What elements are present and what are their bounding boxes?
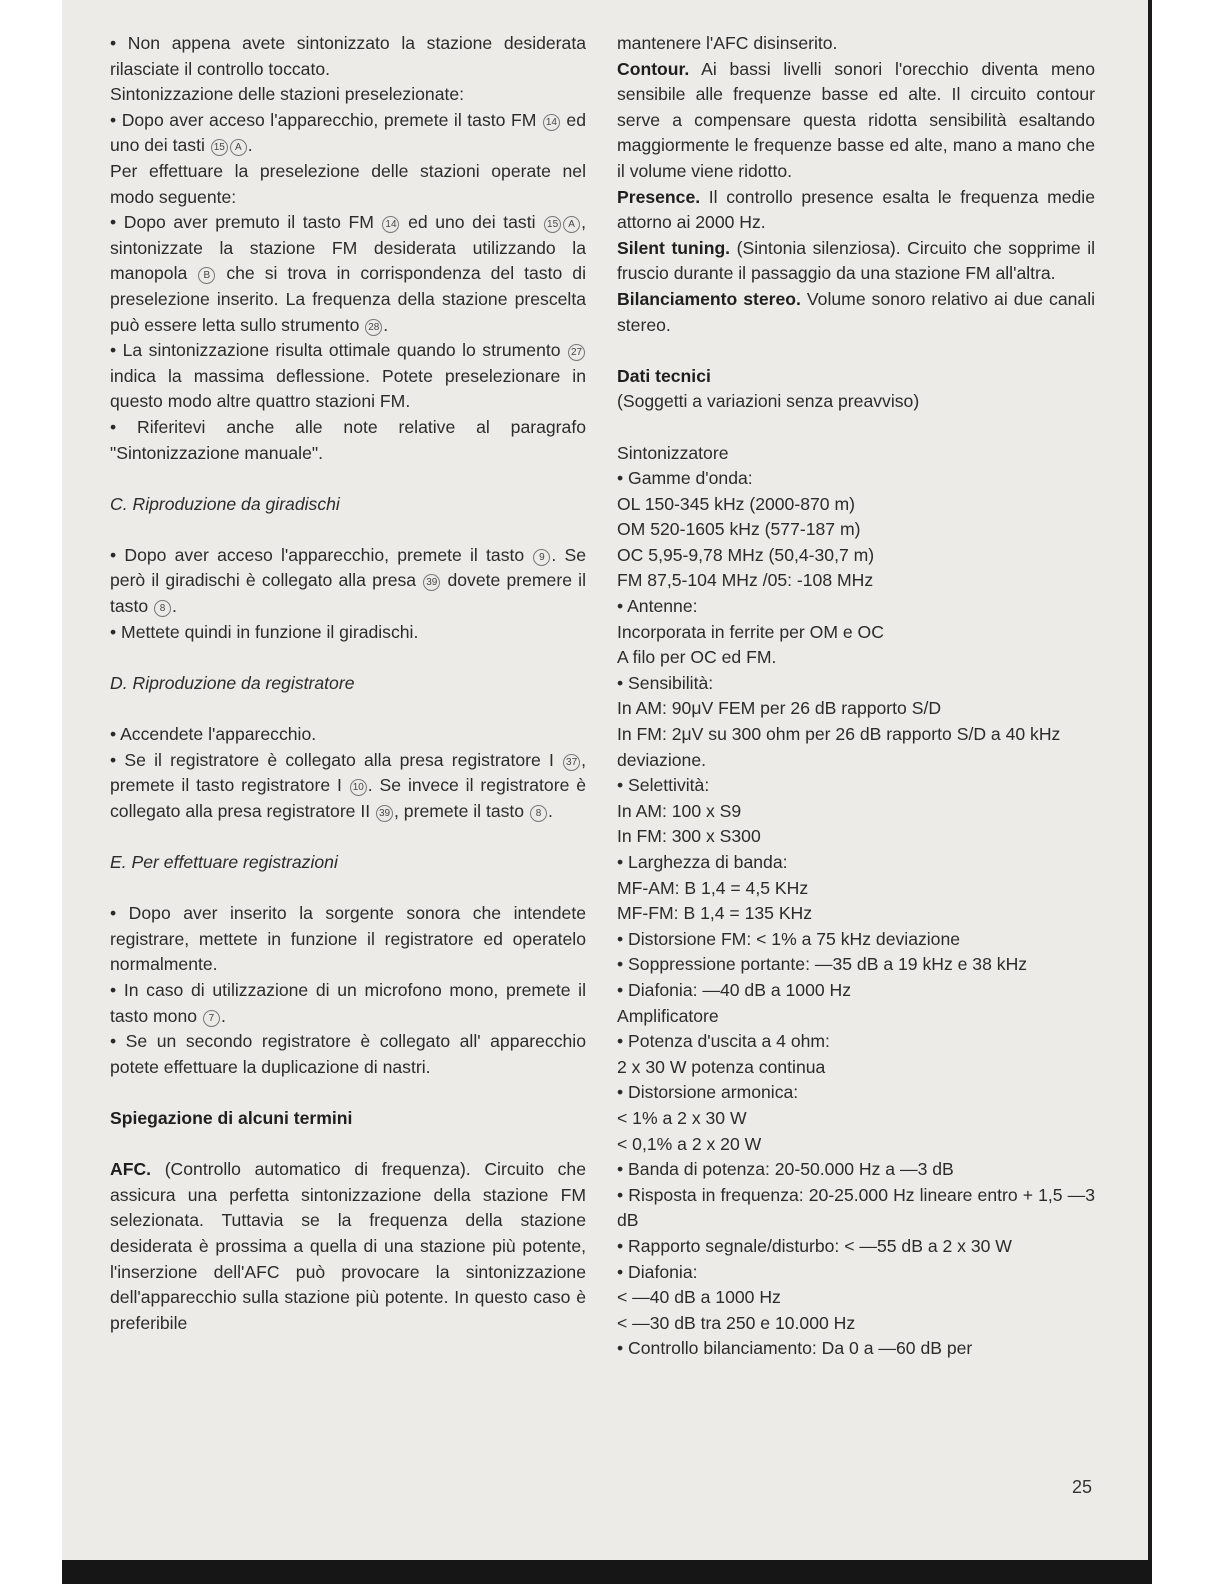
circled-number: 10 [350,779,367,796]
term-label: Contour. [617,58,690,79]
spec-item: • Diafonia: [617,1261,698,1282]
spec-item: • Distorsione FM: < 1% a 75 kHz deviazione [617,928,961,949]
term-definition-balance: Bilanciamento stereo. Volume sonoro relativo ai due canali stereo. [617,288,1096,335]
paragraph: • Accendete l'apparecchio. [110,724,317,745]
circled-letter: B [198,267,215,284]
spec-item: • Rapporto segnale/disturbo: < —55 dB a 2 x 30 W [617,1235,1012,1256]
paragraph: mantenere l'AFC disinserito. [617,33,838,53]
circled-number: 14 [543,114,560,131]
spec-item: • Risposta in frequenza: 20-25.000 Hz lineare entro + 1,5 —3 dB [617,1184,1095,1231]
spec-value: < 1% a 2 x 30 W [617,1107,747,1128]
spec-value: < —30 dB tra 250 e 10.000 Hz [617,1312,856,1333]
term-definition-afc: AFC. (Controllo automatico di frequenza). Circuito che assicura una perfetta sintonizzazione della stazione FM selezionata. Tuttavia se la frequenza della stazione desiderata è prossima a quella di una stazione più potente, l'inserzione dell'AFC può provocare la sintonizzazione dell'apparecchio sulla stazione più potente. In questo caso è preferibile [110,1159,586,1333]
spec-item: • Selettività: [617,775,710,796]
spec-item: • Diafonia: —40 dB a 1000 Hz [617,979,852,1000]
paragraph: Per effettuare la preselezione delle stazioni operate nel modo seguente: [110,160,586,207]
paragraph: • Dopo aver acceso l'apparecchio, premete il tasto 9 . Se però il giradischi è collegato alla presa 39 dovete premere il tasto 8 . [110,544,587,617]
spec-value: < —40 dB a 1000 Hz [617,1287,781,1308]
term-definition-silent-tuning: Silent tuning. (Sintonia silenziosa). Circuito che sopprime il fruscio durante il passaggio da una stazione FM all'altra. [617,237,1096,284]
term-label: Silent tuning. [617,237,731,258]
paragraph: • La sintonizzazione risulta ottimale quando lo strumento 27 indica la massima deflessione. Potete preselezionare in questo modo altre quattro stazioni FM. [110,340,586,412]
section-heading: D. Riproduzione da registratore [110,672,355,693]
circled-number: 15 [211,139,228,156]
spec-value: In AM: 100 x S9 [617,800,742,821]
spec-value: In AM: 90μV FEM per 26 dB rapporto S/D [617,698,942,719]
circled-number: 28 [365,319,382,336]
spec-item: • Controllo bilanciamento: Da 0 a —60 dB per [617,1338,973,1359]
page-right-edge [1148,0,1152,1584]
spec-item: • Potenza d'uscita a 4 ohm: [617,1031,830,1052]
bottom-dark-border [62,1560,1152,1584]
spec-item: • Sensibilità: [617,672,714,693]
circled-number: 8 [154,600,171,617]
circled-number: 7 [203,1010,220,1027]
spec-value: Incorporata in ferrite per OM e OC [617,621,884,642]
paragraph: • Non appena avete sintonizzato la stazione desiderata rilasciate il controllo toccato. [110,33,586,79]
spec-value: MF-AM: B 1,4 = 4,5 KHz [617,877,809,898]
paragraph: • Riferitevi anche alle note relative al paragrafo "Sintonizzazione manuale". [110,416,586,463]
paragraph: • Dopo aver acceso l'apparecchio, premete il tasto FM 14 ed uno dei tasti 15 A . [110,109,586,156]
spec-item: • Larghezza di banda: [617,852,788,872]
circled-number: 27 [568,344,585,361]
spec-value: MF-FM: B 1,4 = 135 KHz [617,903,813,924]
circled-number: 39 [423,574,440,591]
paragraph: • Se il registratore è collegato alla presa registratore I 37 , premete il tasto registratore I 10 . Se invece il registratore è collegato alla presa registratore II 39 , premete il tasto 8 . [110,749,587,821]
tech-data-heading: Dati tecnici [617,365,711,386]
circled-number: 14 [382,216,399,233]
term-label: Presence. [617,186,701,207]
circled-number: 37 [563,754,580,771]
spec-value: < 0,1% a 2 x 20 W [617,1133,762,1154]
circled-letter: A [230,139,247,156]
circled-number: 8 [530,805,547,822]
spec-value: OC 5,95-9,78 MHz (50,4-30,7 m) [617,544,875,565]
page-number: 25 [1072,1477,1093,1497]
spec-value: In FM: 2μV su 300 ohm per 26 dB rapporto S/D a 40 kHz deviazione. [617,724,1061,770]
left-column [110,31,586,1336]
paragraph: • Mettete quindi in funzione il giradischi. [110,621,419,642]
spec-section-title: Amplificatore [617,1005,719,1026]
section-heading: E. Per effettuare registrazioni [110,852,338,872]
paragraph: • Dopo aver inserito la sorgente sonora che intendete registrare, mettete in funzione il registratore ed operatelo normalmente. [110,903,586,975]
paragraph: • Se un secondo registratore è collegato all' apparecchio potete effettuare la duplicazione di nastri. [110,1031,586,1077]
right-column [617,31,1095,1362]
spec-value: A filo per OC ed FM. [617,647,777,668]
spec-section-title: Sintonizzatore [617,442,729,463]
spec-value: FM 87,5-104 MHz /05: -108 MHz [617,570,874,591]
circled-number: 9 [533,549,550,566]
spec-value: OL 150-345 kHz (2000-870 m) [617,493,855,514]
section-heading: C. Riproduzione da giradischi [110,493,340,514]
spec-item: • Antenne: [617,596,698,617]
spec-value: 2 x 30 W potenza continua [617,1056,826,1077]
paragraph: • Dopo aver premuto il tasto FM 14 ed uno dei tasti 15 A , sintonizzate la stazione FM desiderata utilizzando la manopola B che si trova in corrispondenza del tasto di preselezione inserito. La frequenza della stazione prescelta può essere letta sullo strumento 28 . [110,212,586,335]
spec-value: In FM: 300 x S300 [617,826,761,847]
term-definition-presence: Presence. Il controllo presence esalta le frequenza medie attorno ai 2000 Hz. [617,186,1095,233]
circled-number: 39 [376,805,393,822]
spec-item: • Gamme d'onda: [617,468,753,489]
term-definition-contour: Contour. Ai bassi livelli sonori l'orecchio diventa meno sensibile alle frequenze basse ed alte. Il circuito contour serve a compensare questa ridotta sensibilità esaltando maggiormente le frequenze basse ed alte, mano a mano che il volume viene ridotto. [617,58,1095,181]
spec-item: • Distorsione armonica: [617,1082,799,1103]
term-label: Bilanciamento stereo. [617,288,801,309]
spec-item: • Banda di potenza: 20-50.000 Hz a —3 dB [617,1159,954,1180]
spec-value: OM 520-1605 kHz (577-187 m) [617,519,861,540]
circled-number: 15 [544,216,561,233]
paragraph: Sintonizzazione delle stazioni preselezionate: [110,84,465,105]
tech-data-note: (Soggetti a variazioni senza preavviso) [617,391,920,412]
circled-letter: A [563,216,580,233]
term-label: AFC. [110,1159,152,1180]
paragraph: • In caso di utilizzazione di un microfono mono, premete il tasto mono 7 . [110,979,586,1026]
spec-item: • Soppressione portante: —35 dB a 19 kHz e 38 kHz [617,954,1028,975]
terms-heading: Spiegazione di alcuni termini [110,1107,353,1128]
